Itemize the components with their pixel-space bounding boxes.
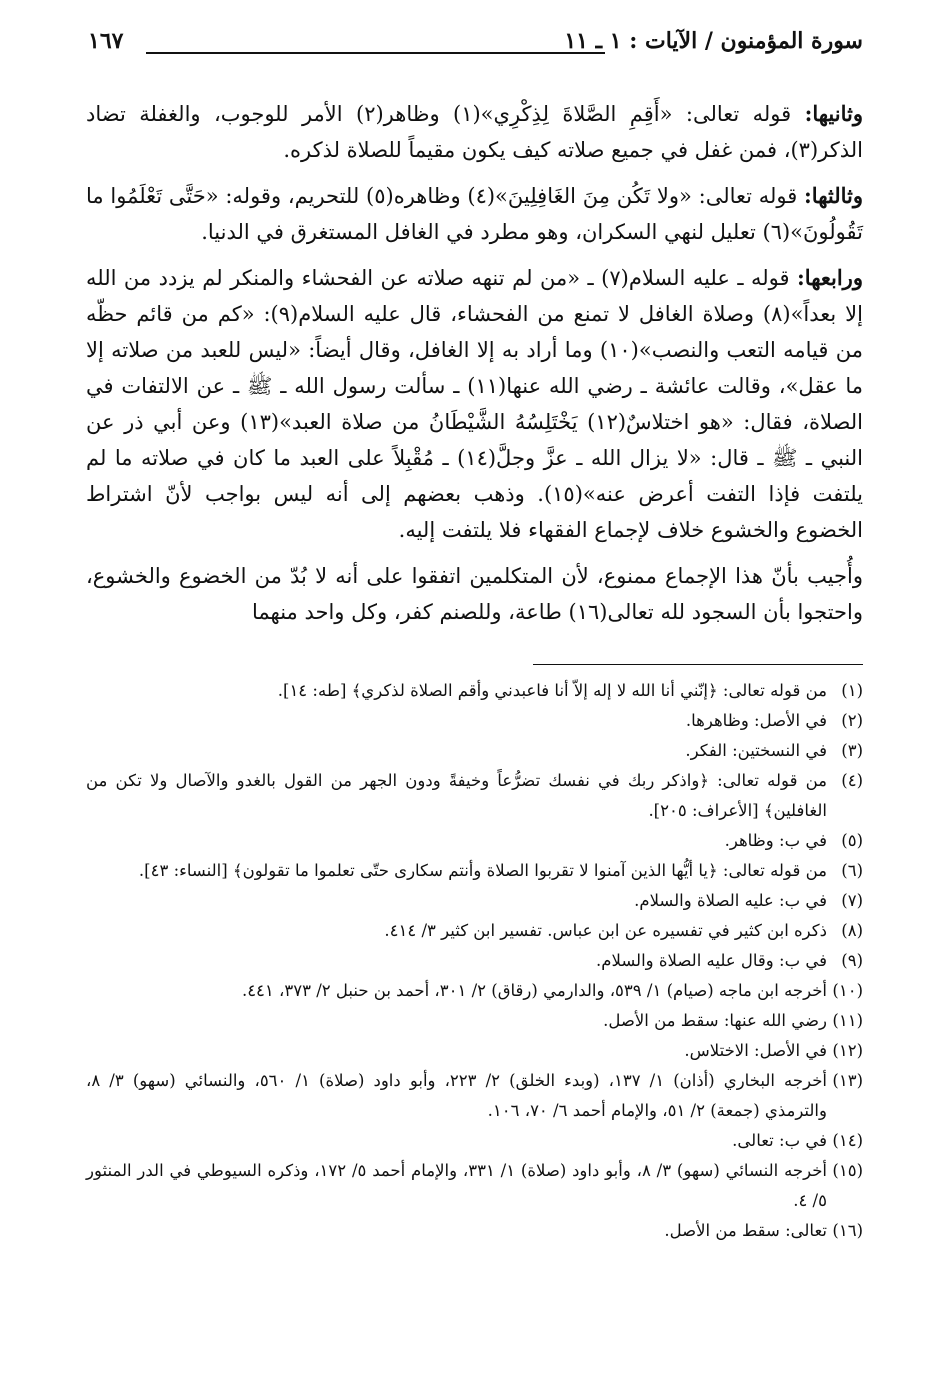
footnote-number: (٦) [841,861,863,880]
footnote-number: (١٠) [832,981,863,1000]
footnote-text: أخرجه البخاري (أذان) ١/ ١٣٧، (وبدء الخلق) ٢/ ٢٢٣، وأبو داود (صلاة) ١/ ٥٦٠، والنسائي (سهو) ٣/ ٨، والترمذي (جمعة) ٢/ ٥١، والإمام أحمد ٦/ ٧٠، ١٠٦. [86,1071,827,1120]
header-rule [146,52,605,54]
footnote-text: في الأصل: وظاهرها. [685,711,827,730]
footnotes [86,676,863,1246]
footnote-text: أخرجه ابن ماجه (صيام) ١/ ٥٣٩، والدارمي (رقاق) ٢/ ٣٠١، أحمد بن حنبل ٢/ ٣٧٣، ٤٤١. [241,981,827,1000]
paragraph-lead: وثانيها: [804,101,863,126]
footnote [86,856,863,886]
footnote [86,1036,863,1066]
footnote-number: (١٤) [832,1131,863,1150]
footnote-number: (٣) [841,741,863,760]
footnote-text: تعالى: سقط من الأصل. [664,1221,827,1240]
footnote-number: (١١) [832,1011,863,1030]
footnote [86,826,863,856]
footnote-number: (٧) [841,891,863,910]
paragraph [86,558,863,630]
footnote-text: رضي الله عنها: سقط من الأصل. [603,1011,827,1030]
paragraph-text: قوله ـ عليه السلام(٧) ـ «من لم تنهه صلاته عن الفحشاء والمنكر لم يزدد من الله إلا بعداً»(٨) وصلاة الغافل لا تمنع من الفحشاء، قال عليه السلام(٩): «كم من قائم حظّه من قيامه التعب والنصب»(١٠) وما أراد به إلا الغافل، وقال أيضاً: «ليس للعبد من صلاته إلا ما عقل»، وقالت عائشة ـ رضي الله عنها(١١) ـ سألت رسول الله ـ ﷺ ـ عن الالتفات في الصلاة، فقال: «هو اختلاسٌ(١٢) يَخْتَلِسُهُ الشَّيْطَانُ من صلاة العبد»(١٣) وعن أبي ذر عن النبي ـ ﷺ ـ قال: «لا يزال الله ـ عزَّ وجلَّ(١٤) ـ مُقْبِلاً على العبد ما كان في صلاته ما لم يلتفت فإذا التفت أعرض عنه»(١٥). وذهب بعضهم إلى أنه ليس بواجب لأنّ اشتراط الخضوع والخشوع خلاف لإجماع الفقهاء فلا يلتفت إليه. [86,266,864,542]
footnote-text: في ب: وقال عليه الصلاة والسلام. [596,951,827,970]
paragraph [86,260,863,548]
footnote-text: من قوله تعالى: ﴿إنّني أنا الله لا إله إلاّ أنا فاعبدني وأقم الصلاة لذكري﴾ [طه: ١٤]. [277,681,827,700]
footnote-text: من قوله تعالى: ﴿واذكر ربك في نفسك تضرُّعاً وخيفةً ودون الجهر من القول بالغدو والآصال ولا تكن من الغافلين﴾ [الأعراف: ٢٠٥]. [86,771,827,820]
footnote [86,1156,863,1216]
footnote-separator [533,664,863,665]
page-header [88,28,863,62]
running-title: سورة المؤمنون / الآيات : ١ ـ ١١ [564,28,863,54]
footnote [86,1006,863,1036]
paragraph [86,96,863,168]
footnote [86,766,863,826]
footnote-number: (٢) [841,711,863,730]
footnote-number: (٥) [841,831,863,850]
footnote-text: أخرجه النسائي (سهو) ٣/ ٨، وأبو داود (صلاة) ١/ ٣٣١، والإمام أحمد ٥/ ١٧٢، وذكره السيوطي في الدر المنثور ٥/ ٤. [86,1161,828,1210]
footnote-text: في ب: تعالى. [732,1131,827,1150]
footnote [86,1216,863,1246]
footnote-number: (١٣) [832,1071,863,1090]
footnote [86,736,863,766]
footnote-number: (٤) [841,771,863,790]
main-text [86,96,863,640]
footnote-number: (٨) [841,921,863,940]
footnote [86,886,863,916]
footnote-number: (١٦) [832,1221,863,1240]
paragraph-text: وأُجيب بأنّ هذا الإجماع ممنوع، لأن المتكلمين اتفقوا على أنه لا بُدّ من الخضوع والخشوع، واحتجوا بأن السجود لله تعالى(١٦) طاعة، وللصنم كفر، وكل واحد منهما [86,564,863,624]
footnote [86,706,863,736]
footnote-text: من قوله تعالى: ﴿يا أيُّها الذين آمنوا لا تقربوا الصلاة وأنتم سكارى حتّى تعلموا ما تقولون﴾ [النساء: ٤٣]. [138,861,827,880]
footnote-text: في ب: عليه الصلاة والسلام. [634,891,827,910]
footnote-text: في النسختين: الفكر. [685,741,827,760]
paragraph-lead: ورابعها: [797,265,863,290]
paragraph [86,178,863,250]
paragraph-text: قوله تعالى: «ولا تَكُن مِنَ الغَافِلِينَ»(٤) وظاهره(٥) للتحريم، وقوله: «حَتَّى تَعْلَمُوا ما تَقُولُونَ»(٦) تعليل لنهي السكران، وهو مطرد في الغافل المستغرق في الدنيا. [86,184,863,244]
footnote-text: في الأصل: الاختلاس. [684,1041,827,1060]
footnote-text: ذكره ابن كثير في تفسيره عن ابن عباس. تفسير ابن كثير ٣/ ٤١٤. [384,921,827,940]
paragraph-lead: وثالثها: [804,183,863,208]
footnote-text: في ب: وظاهر. [724,831,827,850]
paragraph-text: قوله تعالى: «أَقِمِ الصَّلاةَ لِذِكْرِي»(١) وظاهر(٢) الأمر للوجوب، والغفلة تضاد الذكر(٣)، فمن غفل في جميع صلاته كيف يكون مقيماً للصلاة لذكره. [86,102,863,162]
footnote-number: (١٢) [832,1041,863,1060]
page-number: ١٦٧ [88,28,124,54]
footnote [86,676,863,706]
footnote-number: (١٥) [832,1161,863,1180]
footnote-number: (٩) [841,951,863,970]
footnote-number: (١) [841,681,863,700]
footnote [86,1126,863,1156]
footnote [86,916,863,946]
footnote [86,976,863,1006]
footnote [86,946,863,976]
footnote [86,1066,863,1126]
